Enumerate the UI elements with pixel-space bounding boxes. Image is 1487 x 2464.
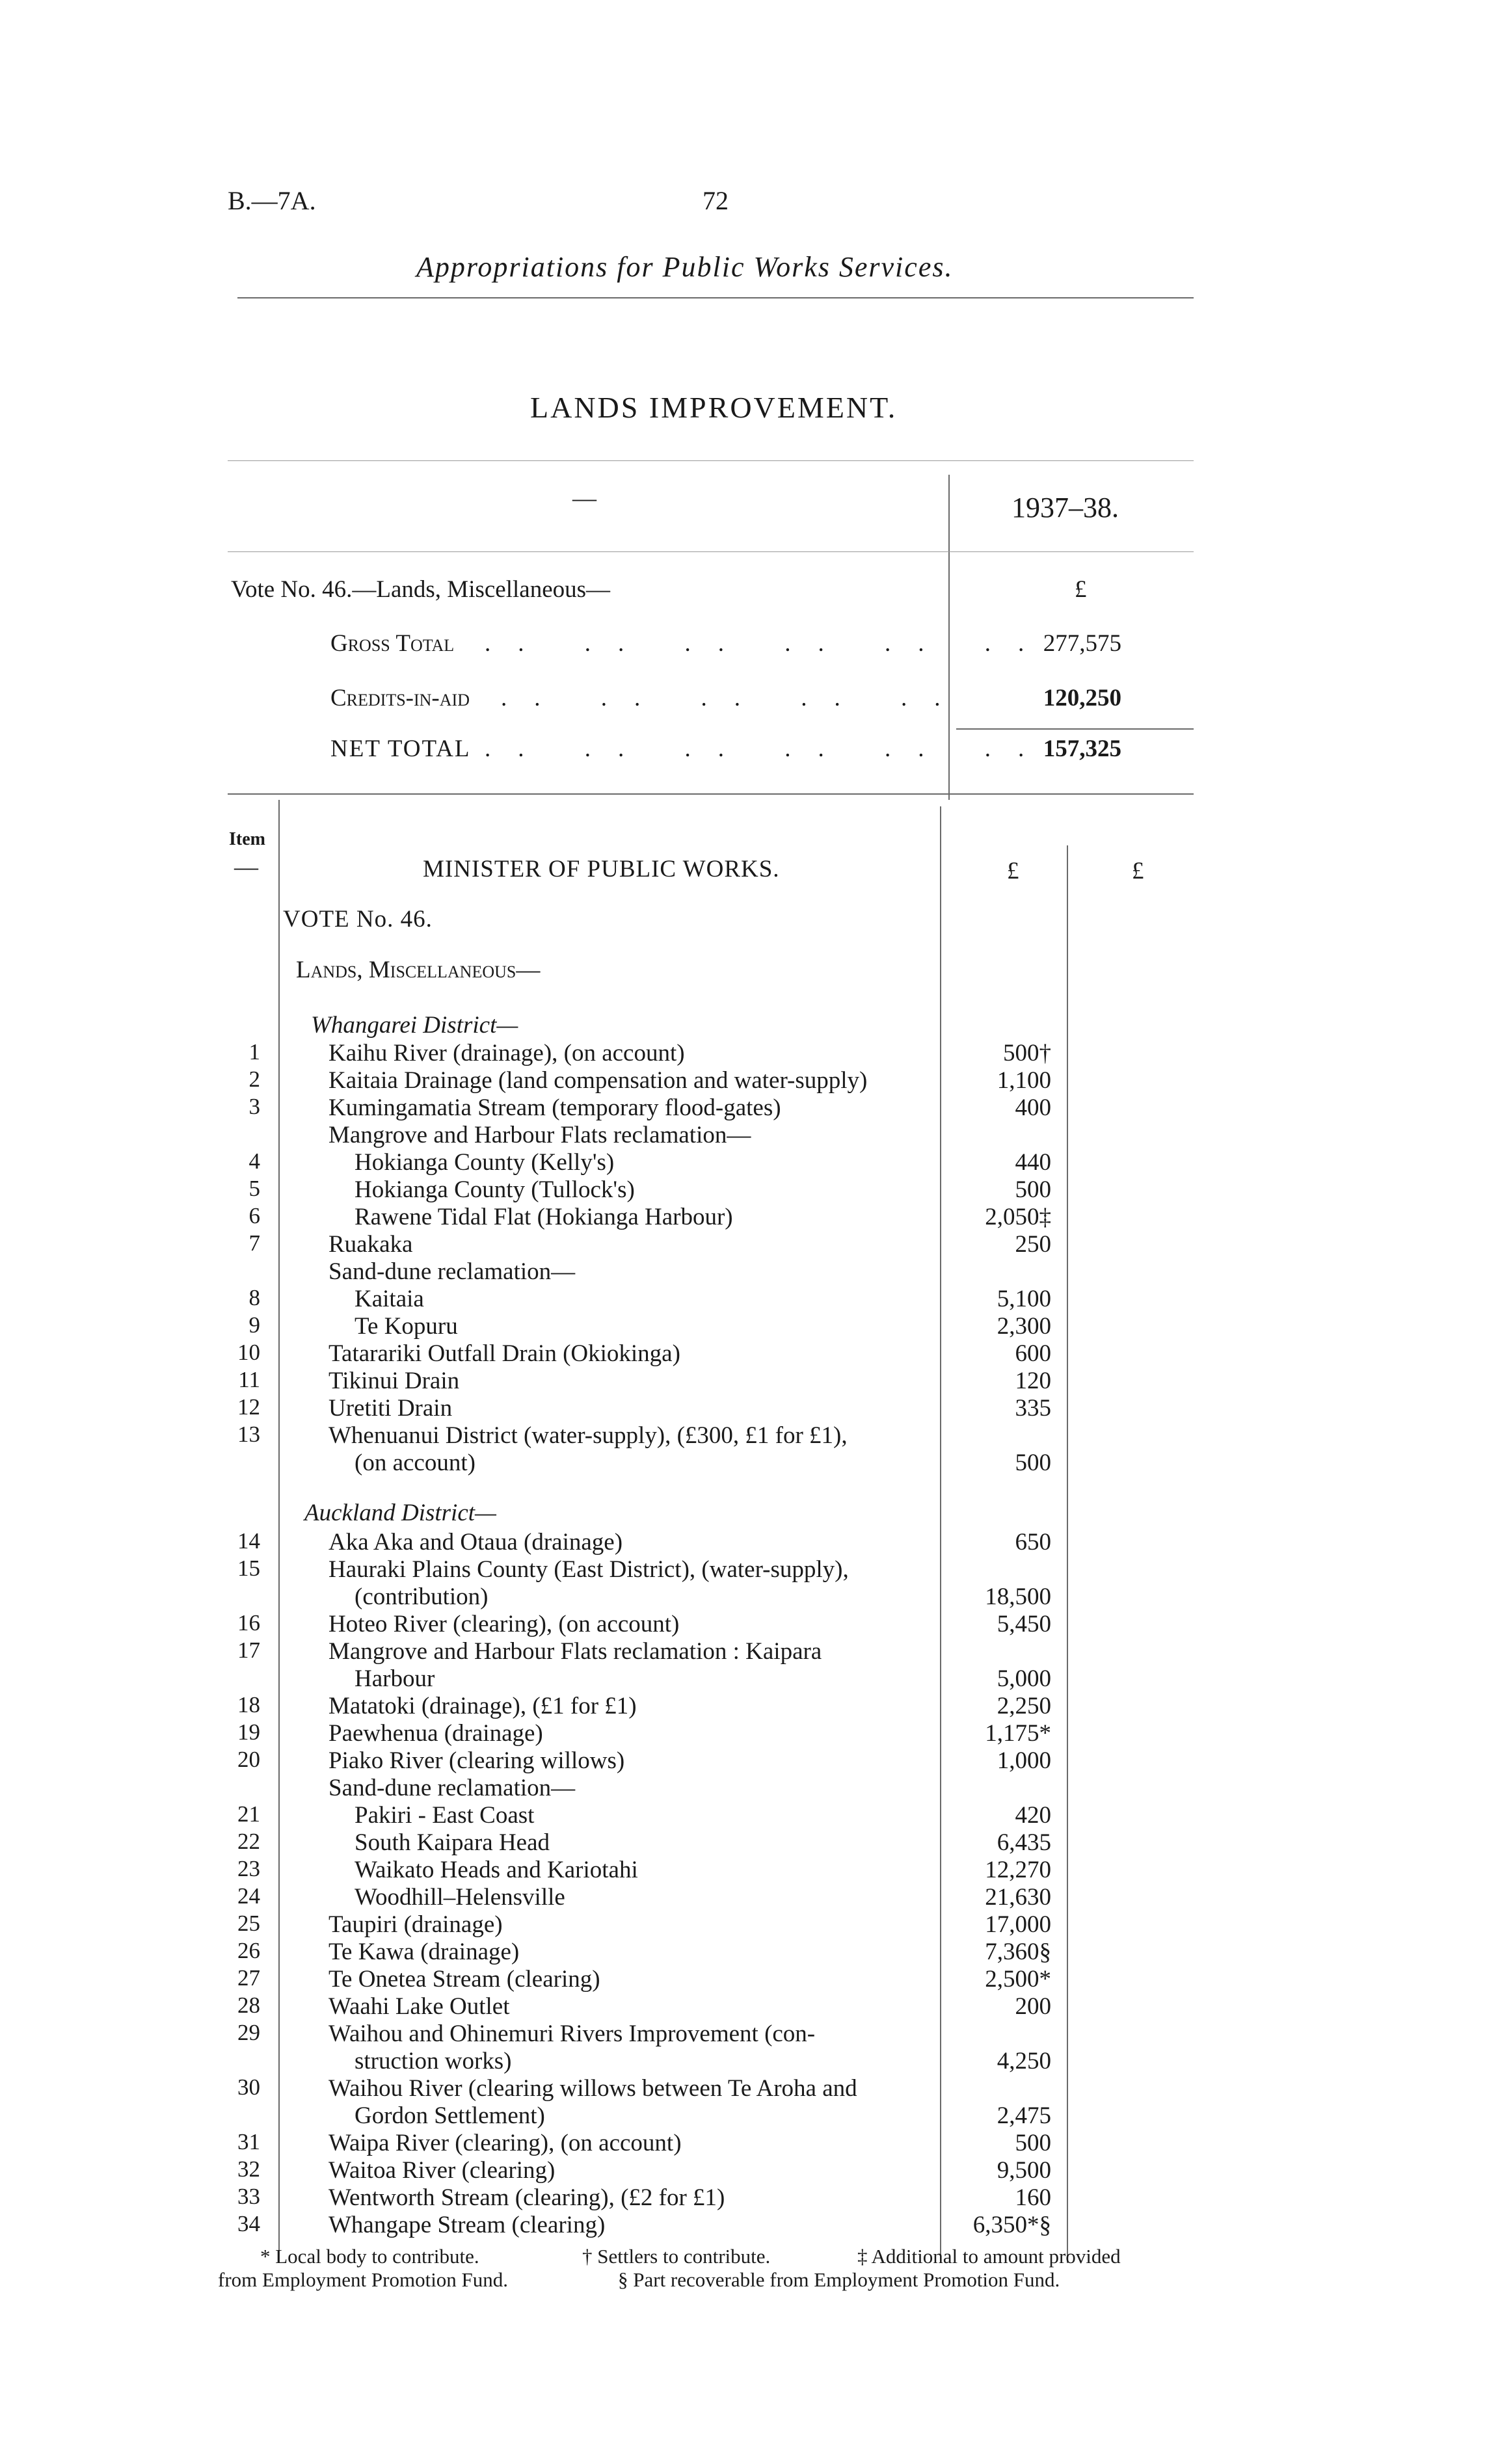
item-number: 11 [238,1367,260,1392]
item-amount: 500 [1015,2130,1051,2156]
footnote-settlers: † Settlers to contribute. [582,2245,771,2268]
item-group-label: Sand-dune reclamation— [328,1775,576,1801]
item-label: Waikato Heads and Kariotahi [355,1857,638,1883]
item-amount: 5,450 [997,1611,1051,1637]
item-amount: 335 [1015,1395,1051,1422]
item-label: Waihou and Ohinemuri Rivers Improvement (con- [328,2020,816,2047]
item-number: 25 [237,1911,260,1936]
item-number: 13 [237,1422,260,1447]
item-number: 34 [237,2211,260,2236]
item-label: Uretiti Drain [328,1395,453,1422]
district-heading-whangarei: Whangarei District— [311,1012,518,1039]
item-number: 19 [237,1719,260,1745]
item-label: Hokianga County (Tullock's) [355,1176,635,1203]
net-total-amount: 157,325 [1043,735,1121,762]
item-amount: 160 [1015,2184,1051,2211]
item-number: 6 [248,1203,260,1228]
item-label-continued: Gordon Settlement) [355,2102,545,2129]
item-label: Ruakaka [328,1231,413,1258]
item-number: 30 [237,2074,260,2100]
item-label: Waipa River (clearing), (on account) [328,2130,682,2156]
item-label: Tatarariki Outfall Drain (Okiokinga) [328,1340,680,1367]
item-label: Taupiri (drainage) [328,1911,503,1938]
summary-currency: £ [1075,576,1087,603]
item-label: Waihou River (clearing willows between Te Aroha and [328,2075,857,2102]
item-number: 1 [248,1039,260,1065]
item-number: 27 [237,1965,260,1991]
item-label: Piako River (clearing willows) [328,1747,625,1774]
item-label: South Kaipara Head [355,1829,550,1856]
item-group-label: Sand-dune reclamation— [328,1258,576,1285]
item-number: 15 [237,1556,260,1581]
item-number: 3 [248,1094,260,1119]
item-number: 33 [237,2184,260,2209]
item-amount: 5,100 [997,1286,1051,1312]
item-amount: 17,000 [985,1911,1051,1938]
item-amount: 2,300 [997,1313,1051,1340]
footnote-employment-fund: from Employment Promotion Fund. [218,2268,509,2291]
item-label: Kumingamatia Stream (temporary flood-gates) [328,1094,781,1121]
credits-in-aid-label: Credits-in-aid [330,685,470,711]
item-amount: 650 [1015,1529,1051,1556]
item-amount: 6,435 [997,1829,1051,1856]
item-amount: 4,250 [997,2048,1051,2074]
item-amount: 500 [1015,1450,1051,1476]
item-number: 20 [237,1747,260,1772]
item-amount: 21,630 [985,1884,1051,1911]
document-reference: B.—7A. [228,186,316,215]
item-amount: 18,500 [985,1583,1051,1610]
credits-in-aid-leader: .. .. .. .. .. [501,685,968,711]
item-amount: 2,475 [997,2102,1051,2129]
item-amount: 440 [1015,1149,1051,1176]
item-number: 2 [248,1066,260,1092]
item-label: Waahi Lake Outlet [328,1993,510,2020]
item-number: 29 [237,2020,260,2045]
item-number: 18 [237,1692,260,1717]
item-group-label: Mangrove and Harbour Flats reclamation— [328,1122,751,1148]
item-number: 4 [248,1148,260,1174]
item-number: 14 [237,1528,260,1554]
item-label: Hoteo River (clearing), (on account) [328,1611,680,1637]
item-label-continued: struction works) [355,2048,512,2074]
credits-in-aid-amount: 120,250 [1043,685,1121,711]
item-number: 10 [237,1340,260,1365]
summary-top-rule [228,460,1194,461]
amount-column-divider-right [1067,845,1068,2263]
item-amount: 400 [1015,1094,1051,1121]
item-amount: 2,500* [985,1966,1051,1993]
item-label: Wentworth Stream (clearing), (£2 for £1) [328,2184,725,2211]
item-label: Woodhill–Helensville [355,1884,565,1911]
item-label: Whangape Stream (clearing) [328,2212,606,2238]
item-amount: 500 [1015,1176,1051,1203]
page-title: Appropriations for Public Works Services. [416,251,954,283]
vote-label: Vote No. 46.—Lands, Miscellaneous— [231,576,611,603]
net-total-leader: .. .. .. .. .. .. [485,735,1052,762]
summary-header-rule [228,551,1194,552]
item-amount: 6,350*§ [972,2212,1051,2238]
item-number: 9 [248,1312,260,1338]
item-label: Tikinui Drain [328,1368,460,1394]
item-label: Pakiri - East Coast [355,1802,535,1829]
currency-column-2: £ [1132,858,1144,884]
item-number: 32 [237,2156,260,2182]
item-amount: 420 [1015,1802,1051,1829]
item-amount: 5,000 [997,1665,1051,1692]
item-number: 12 [237,1394,260,1420]
minister-heading: MINISTER OF PUBLIC WORKS. [423,856,780,882]
summary-year: 1937–38. [1011,492,1119,523]
footnote-part-recoverable: § Part recoverable from Employment Promotion Fund. [618,2268,1060,2291]
item-label-continued: Harbour [355,1665,435,1692]
item-label: Waitoa River (clearing) [328,2157,556,2184]
title-rule [237,297,1194,298]
item-amount: 120 [1015,1368,1051,1394]
item-amount: 2,050‡ [985,1204,1051,1230]
item-label: Hokianga County (Kelly's) [355,1149,615,1176]
item-amount: 7,360§ [985,1939,1051,1965]
item-label: Mangrove and Harbour Flats reclamation : Kaipara [328,1638,822,1665]
net-total-label: NET TOTAL [330,735,471,762]
item-amount: 9,500 [997,2157,1051,2184]
item-amount: 500† [1003,1040,1051,1066]
item-amount: 600 [1015,1340,1051,1367]
item-number: 22 [237,1829,260,1854]
item-amount: 250 [1015,1231,1051,1258]
item-label: Te Onetea Stream (clearing) [328,1966,600,1993]
item-number: 26 [237,1938,260,1963]
item-label: Kaitaia Drainage (land compensation and water-supply) [328,1067,868,1094]
gross-total-amount: 277,575 [1043,630,1121,657]
item-header-dash: — [234,854,258,881]
item-number: 24 [237,1883,260,1909]
page-number: 72 [703,186,729,215]
item-number: 28 [237,1993,260,2018]
item-label-continued: (contribution) [355,1583,489,1610]
item-label: Kaihu River (drainage), (on account) [328,1040,685,1066]
item-number: 7 [248,1230,260,1256]
item-label: Matatoki (drainage), (£1 for £1) [328,1693,637,1719]
footnote-additional: ‡ Additional to amount provided [857,2245,1121,2268]
currency-column-1: £ [1007,858,1019,884]
amount-column-divider-left [940,806,941,2263]
item-amount: 1,100 [997,1067,1051,1094]
item-amount: 200 [1015,1993,1051,2020]
item-amount: 2,250 [997,1693,1051,1719]
item-label: Rawene Tidal Flat (Hokianga Harbour) [355,1204,733,1230]
item-label: Kaitaia [355,1286,424,1312]
footnote-local-body: * Local body to contribute. [260,2245,479,2268]
gross-total-leader: .. .. .. .. .. .. [485,630,1052,657]
item-amount: 1,000 [997,1747,1051,1774]
section-heading: LANDS IMPROVEMENT. [530,391,898,424]
item-number: 23 [237,1856,260,1881]
summary-dash: — [572,485,596,512]
item-number: 21 [237,1801,260,1827]
table-top-rule [228,793,1194,795]
district-heading-auckland: Auckland District— [304,1500,496,1526]
item-number: 31 [237,2129,260,2154]
item-label: Hauraki Plains County (East District), (water-supply), [328,1556,849,1583]
item-label: Paewhenua (drainage) [328,1720,543,1747]
item-label: Aka Aka and Otaua (drainage) [328,1529,623,1556]
gross-total-label: Gross Total [330,630,455,657]
item-label: Whenuanui District (water-supply), (£300, £1 for £1), [328,1422,848,1449]
item-number: 16 [237,1610,260,1636]
item-column-header: Item [229,829,265,849]
item-number: 5 [248,1176,260,1201]
lands-misc-subhead: Lands, Miscellaneous— [296,957,541,983]
vote-heading: VOTE No. 46. [283,906,433,933]
item-amount: 1,175* [985,1720,1051,1747]
item-label: Te Kopuru [355,1313,458,1340]
item-label-continued: (on account) [355,1450,476,1476]
net-total-rule [956,728,1194,730]
item-label: Te Kawa (drainage) [328,1939,520,1965]
item-amount: 12,270 [985,1857,1051,1883]
item-number: 8 [248,1285,260,1310]
item-number: 17 [237,1637,260,1663]
item-column-divider [278,800,280,2263]
